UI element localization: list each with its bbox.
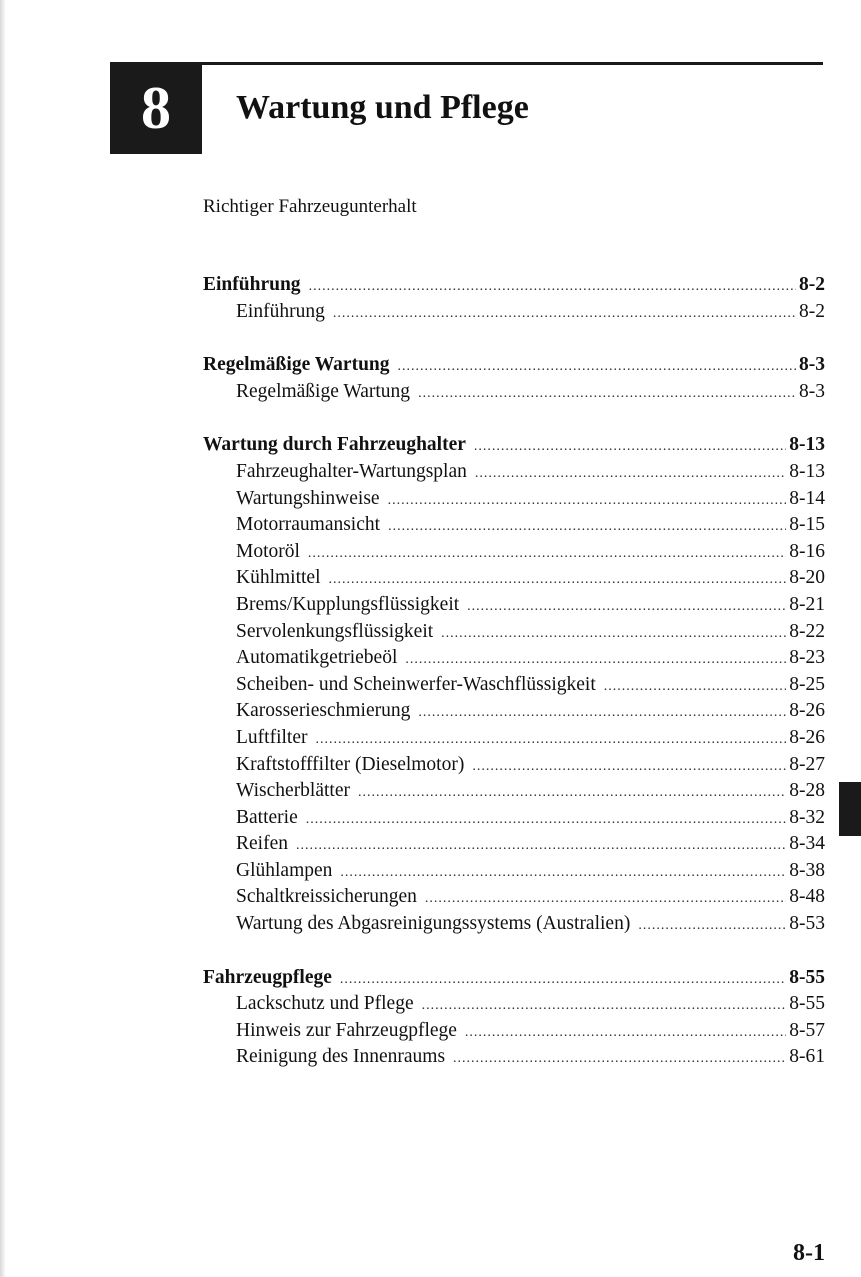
- toc-section: [203, 432, 825, 937]
- toc-entry-page: 8-48: [789, 886, 825, 908]
- toc-entry-page: 8-2: [799, 300, 825, 322]
- toc-entry-page: 8-34: [789, 833, 825, 855]
- table-of-contents: [203, 272, 825, 1098]
- toc-entry-page: 8-3: [799, 354, 825, 376]
- dot-leader: [474, 434, 786, 461]
- toc-entry[interactable]: [203, 884, 825, 911]
- toc-entry[interactable]: [203, 379, 825, 406]
- toc-entry-page: 8-57: [789, 1019, 825, 1041]
- toc-entry[interactable]: [203, 858, 825, 885]
- toc-entry-label: Regelmäßige Wartung: [203, 354, 390, 376]
- toc-entry-page: 8-15: [789, 514, 825, 536]
- toc-entry-label: Reifen: [236, 833, 288, 855]
- toc-entry-page: 8-55: [789, 966, 825, 988]
- toc-entry-page: 8-53: [789, 913, 825, 935]
- toc-entry[interactable]: [203, 805, 825, 832]
- toc-entry-label: Karosserieschmierung: [236, 700, 411, 722]
- toc-entry-label: Fahrzeughalter-Wartungsplan: [236, 460, 467, 482]
- toc-entry[interactable]: [203, 672, 825, 699]
- toc-entry-label: Motoröl: [236, 540, 300, 562]
- dot-leader: [465, 1020, 786, 1047]
- toc-entry-page: 8-25: [789, 673, 825, 695]
- toc-entry-page: 8-20: [789, 567, 825, 589]
- toc-entry-page: 8-28: [789, 780, 825, 802]
- toc-entry[interactable]: [203, 991, 825, 1018]
- toc-entry-label: Wartung durch Fahrzeughalter: [203, 434, 466, 456]
- dot-leader: [309, 274, 796, 301]
- toc-entry-label: Schaltkreissicherungen: [236, 886, 417, 908]
- dot-leader: [308, 541, 786, 568]
- toc-entry[interactable]: [203, 645, 825, 672]
- toc-entry-page: 8-14: [789, 487, 825, 509]
- toc-entry-label: Einführung: [203, 274, 301, 295]
- toc-entry[interactable]: [203, 911, 825, 938]
- toc-entry-label: Automatikgetriebeöl: [236, 647, 398, 669]
- dot-leader: [475, 461, 786, 488]
- chapter-subtitle: Richtiger Fahrzeugunterhalt: [203, 196, 417, 217]
- dot-leader: [296, 833, 786, 860]
- toc-entry-page: 8-26: [789, 726, 825, 748]
- toc-entry-page: 8-26: [789, 700, 825, 722]
- toc-entry[interactable]: [203, 752, 825, 779]
- toc-entry[interactable]: [203, 698, 825, 725]
- dot-leader: [388, 488, 787, 515]
- toc-section: [203, 965, 825, 1071]
- toc-entry-page: 8-16: [789, 540, 825, 562]
- toc-entry-page: 8-23: [789, 647, 825, 669]
- toc-section-heading[interactable]: [203, 272, 825, 299]
- dot-leader: [425, 886, 786, 913]
- toc-entry-page: 8-22: [789, 620, 825, 642]
- toc-entry-label: Servolenkungsflüssigkeit: [236, 620, 434, 642]
- toc-entry-label: Wartungshinweise: [236, 487, 380, 509]
- toc-entry-label: Regelmäßige Wartung: [236, 380, 411, 402]
- toc-section: [203, 352, 825, 405]
- toc-entry[interactable]: [203, 1044, 825, 1071]
- toc-section-heading[interactable]: [203, 432, 825, 459]
- toc-entry-page: 8-61: [789, 1046, 825, 1068]
- toc-entry-page: 8-21: [789, 593, 825, 615]
- dot-leader: [405, 647, 786, 674]
- toc-entry-label: Motorraumansicht: [236, 514, 381, 536]
- dot-leader: [418, 381, 796, 408]
- toc-entry[interactable]: [203, 592, 825, 619]
- dot-leader: [388, 514, 786, 541]
- toc-entry-label: Glühlampen: [236, 859, 333, 881]
- chapter-number-box: 8: [110, 62, 202, 154]
- toc-entry-page: 8-13: [789, 434, 825, 456]
- toc-entry-label: Fahrzeugpflege: [203, 966, 332, 988]
- dot-leader: [306, 807, 787, 834]
- dot-leader: [340, 860, 786, 887]
- toc-entry-label: Batterie: [236, 806, 298, 828]
- toc-entry[interactable]: [203, 619, 825, 646]
- dot-leader: [638, 913, 786, 940]
- toc-entry-label: Brems/Kupplungsflüssigkeit: [236, 593, 460, 615]
- toc-entry-label: Kraftstofffilter (Dieselmotor): [236, 753, 465, 775]
- dot-leader: [358, 780, 786, 807]
- toc-entry-label: Wartung des Abgasreinigungssystems (Australien): [236, 913, 631, 935]
- toc-entry-label: Hinweis zur Fahrzeugpflege: [236, 1019, 457, 1041]
- toc-entry-page: 8-3: [799, 380, 825, 402]
- toc-entry[interactable]: [203, 1018, 825, 1045]
- toc-entry[interactable]: [203, 778, 825, 805]
- toc-entry-page: 8-32: [789, 806, 825, 828]
- toc-entry-page: 8-55: [789, 993, 825, 1015]
- dot-leader: [422, 993, 787, 1020]
- toc-entry[interactable]: [203, 299, 825, 326]
- toc-entry[interactable]: [203, 565, 825, 592]
- page-edge-shadow: [0, 0, 6, 1277]
- dot-leader: [604, 674, 786, 701]
- toc-entry[interactable]: [203, 725, 825, 752]
- toc-section-heading[interactable]: [203, 965, 825, 992]
- dot-leader: [398, 354, 796, 381]
- toc-entry-page: 8-2: [799, 274, 825, 295]
- dot-leader: [441, 621, 786, 648]
- toc-entry[interactable]: [203, 512, 825, 539]
- toc-entry-label: Scheiben- und Scheinwerfer-Waschflüssigkeit: [236, 673, 596, 695]
- toc-entry-label: Reinigung des Innenraums: [236, 1046, 446, 1068]
- toc-entry-page: 8-13: [789, 460, 825, 482]
- chapter-header-rule: [110, 62, 823, 65]
- dot-leader: [329, 567, 787, 594]
- toc-entry-label: Wischerblätter: [236, 780, 350, 802]
- dot-leader: [340, 967, 786, 994]
- toc-entry[interactable]: [203, 459, 825, 486]
- toc-entry-label: Luftfilter: [236, 726, 308, 748]
- toc-entry[interactable]: [203, 486, 825, 513]
- dot-leader: [333, 301, 796, 328]
- chapter-thumb-tab: [839, 782, 861, 836]
- dot-leader: [467, 594, 786, 621]
- toc-entry[interactable]: [203, 539, 825, 566]
- page-number: 8-1: [793, 1240, 825, 1266]
- toc-entry-label: Kühlmittel: [236, 567, 321, 589]
- dot-leader: [418, 700, 786, 727]
- dot-leader: [453, 1046, 786, 1073]
- toc-entry-page: 8-27: [789, 753, 825, 775]
- dot-leader: [472, 754, 786, 781]
- chapter-title: Wartung und Pflege: [236, 89, 529, 126]
- toc-section-heading[interactable]: [203, 352, 825, 379]
- toc-entry[interactable]: [203, 831, 825, 858]
- toc-entry-label: Lackschutz und Pflege: [236, 993, 414, 1015]
- toc-section: [203, 272, 825, 325]
- toc-entry-label: Einführung: [236, 300, 325, 322]
- dot-leader: [315, 727, 786, 754]
- toc-entry-page: 8-38: [789, 859, 825, 881]
